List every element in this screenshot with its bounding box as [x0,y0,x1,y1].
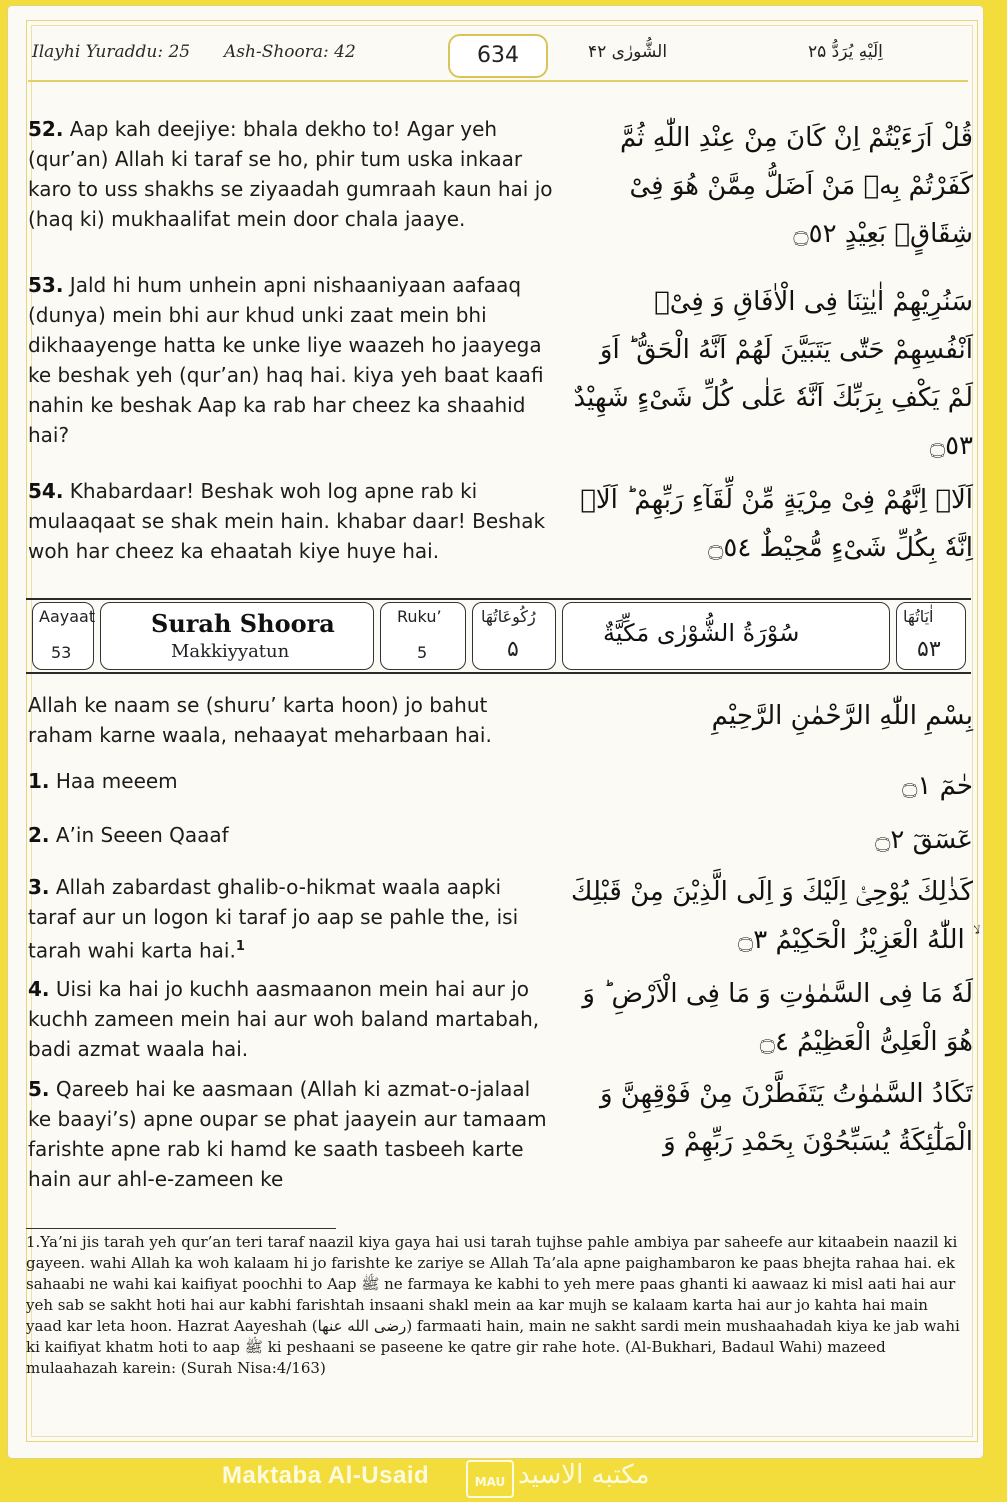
verse-arabic: قُلْ اَرَءَيْتُمْ اِنْ كَانَ مِنْ عِنْدِ اللّٰهِ ثُمَّ كَفَرْتُمْ بِهٖ مَنْ اَضَلُّ مِمَّنْ هُوَ فِیْ شِقَاقٍۭ بَعِیْدٍ ۝٥٢ [619,123,973,249]
verse-translation: 1. Haa meeem [28,769,178,793]
header-surah-ar: الشُّورٰى ۴۲ [588,42,668,62]
verse-number: 53. [28,273,64,297]
surah-subtitle: Makkiyyatun [171,641,290,662]
surah-title-ar: سُوْرَةُ الشُّوْرٰى مَكِّيَّةٌ [603,619,800,647]
verse-number: 54. [28,479,64,503]
ruku-ar-value: ۵ [507,637,519,662]
verse-translation: 5. Qareeb hai ke aasmaan (Allah ki azmat-o-jalaal ke baayi’s) apne oupar se phat jaayein aur tamaam farishte apne rab ki hamd ke saath tasbeeh karte hain aur ahl-e-zameen ke [28,1077,547,1191]
verse-number: 4. [28,977,50,1001]
ruku-label: Ruku’ [397,607,442,626]
footnote-marker: 1 [235,939,245,954]
surah-header-band [26,598,971,674]
verse-arabic: اَلَاۤ اِنَّهُمْ فِیْ مِرْیَةٍ مِّنْ لِّقَآءِ رَبِّهِمْ ؕ اَلَاۤ اِنَّهٗ بِكُلِّ شَیْءٍ مُّحِیْطٌ ۝٥٤ [580,485,973,563]
verse-translation: 4. Uisi ka hai jo kuchh aasmaanon mein hai aur jo kuchh zameen mein hai aur woh baland martabah, badi azmat waala hai. [28,977,540,1061]
surah-title: Surah Shoora [151,609,335,638]
verse-translation: 2. A’in Seeen Qaaaf [28,823,229,847]
header-divider [28,80,968,82]
verse-arabic: سَنُرِیْهِمْ اٰیٰتِنَا فِی الْاٰفَاقِ وَ فِیْۤ اَنْفُسِهِمْ حَتّٰی یَتَبَیَّنَ لَهُمْ اَنَّهُ الْحَقُّ ؕ اَوَ لَمْ یَكْفِ بِرَبِّكَ اَنَّهٗ عَلٰی كُلِّ شَیْءٍ شَهِیْدٌ ۝٥٣ [573,287,973,461]
bismillah-translation: Allah ke naam se (shuru’ karta hoon) jo bahut raham karne waala, nehaayat meharbaan hai. [28,693,492,747]
ruku-ar-box [472,602,556,670]
surah-title-box [100,602,374,670]
aayaat-box [32,602,94,670]
ruku-ar-label: رُكُوعَاتُهَا [481,607,536,626]
footnote: 1.Ya’ni jis tarah yeh qur’an teri taraf naazil kiya gaya hai usi tarah tujhse pahle ambiya par saheefe aur kitaabein naazil ki gayeen. wahi Allah ka woh kalaam hi jo farishte ke zariye se Allah Ta’ala apne paighambaron ke paas bhejta rahaa hai. ek sahaabi ne wahi kai kaifiyat poochhi to Aap ﷺ ne farmaya ke kabhi to yeh mere paas ghanti ki aawaaz ki misl aati hai aur yeh sab se sakht hoti hai aur kabhi farishtah insaani shakl mein aa kar mujh se kalaam karta hai aur jo kahta hai main yaad kar leta hoon. Hazrat Aayeshah (رضی الله عنها) farmaati hain, main ne sakht sardi mein mushaahadah kiya ke jab wahi ki kaifiyat khatm hoti to aap ﷺ ki peshaani se paseene ke qatre gir rahe hote. (Al-Bukhari, Badaul Wahi) mazeed mulaahazah karein: (Surah Nisa:4/163) [26,1233,960,1377]
ruku-box [380,602,466,670]
publisher-name-ar: مكتبه الاسيد [518,1460,650,1490]
publisher-logo: MAU [466,1460,514,1498]
verse-number: 2. [28,823,50,847]
surah-title-ar-box [562,602,890,670]
verse-arabic: كَذٰلِكَ یُوْحِیْۤ اِلَیْكَ وَ اِلَی الَّذِیْنَ مِنْ قَبْلِكَ ۙ اللّٰهُ الْعَزِیْزُ الْحَكِیْمُ ۝٣ [571,877,973,955]
aayaat-value: 53 [51,643,72,662]
header-juz-en: Ilayhi Yuraddu: 25 [32,42,191,62]
verse-number: 52. [28,117,64,141]
aayaat-label: Aayaat [39,607,96,626]
publisher-footer [0,1458,1007,1500]
verse-arabic: عٓسٓقٓ ۝٢ [875,825,973,855]
aayaat-ar-box [896,602,966,670]
verse-translation: 52. Aap kah deejiye: bhala dekho to! Agar yeh (qur’an) Allah ki taraf se ho, phir tum uska inkaar karo to uss shakhs se ziyaadah gumraah kaun hai jo (haq ki) mukhaalifat mein door chala jaaye. [28,117,553,231]
verse-number: 5. [28,1077,50,1101]
verse-arabic: تَكَادُ السَّمٰوٰتُ یَتَفَطَّرْنَ مِنْ فَوْقِهِنَّ وَ الْمَلٰٓئِكَةُ یُسَبِّحُوْنَ بِحَمْدِ رَبِّهِمْ وَ [599,1079,973,1157]
header-surah-en: Ash-Shoora: 42 [224,42,356,62]
page-number: 634 [448,34,548,78]
verse-arabic: حٰمٓ ۝١ [902,771,973,801]
verse-number: 1. [28,769,50,793]
header-juz-ar: اِلَیْهِ یُرَدُّ ۲۵ [808,42,883,62]
aayaat-ar-label: اٰيَاتُهَا [903,607,934,626]
verse-translation: 54. Khabardaar! Beshak woh log apne rab ki mulaaqaat se shak mein hain. khabar daar! Beshak woh har cheez ka ehaatah kiye huye hai. [28,479,546,563]
ruku-value: 5 [417,643,428,662]
quran-page [8,6,983,1458]
verse-number: 3. [28,875,50,899]
bismillah-arabic: بِسْمِ اللّٰهِ الرَّحْمٰنِ الرَّحِیْمِ [711,701,973,731]
verse-translation: 3. Allah zabardast ghalib-o-hikmat waala aapki taraf aur un logon ki taraf jo aap se pahle the, isi tarah wahi karta hai.$^1$ [28,875,519,963]
publisher-name-en: Maktaba Al-Usaid [222,1462,430,1489]
page-header [28,30,978,78]
verse-translation: 53. Jald hi hum unhein apni nishaaniyaan aafaaq (dunya) mein bhi aur khud unki zaat mein bhi dikhaayenge hatta ke unke liye waazeh ho jaayega ke beshak yeh (qur’an) haq hai. kiya yeh baat kaafi nahin ke beshak Aap ka rab har cheez ka shaahid hai? [28,273,544,447]
verse-arabic: لَهٗ مَا فِی السَّمٰوٰتِ وَ مَا فِی الْاَرْضِ ؕ وَ هُوَ الْعَلِیُّ الْعَظِیْمُ ۝٤ [582,979,973,1057]
aayaat-ar-value: ۵۳ [917,637,941,662]
footnote-divider [26,1228,336,1229]
